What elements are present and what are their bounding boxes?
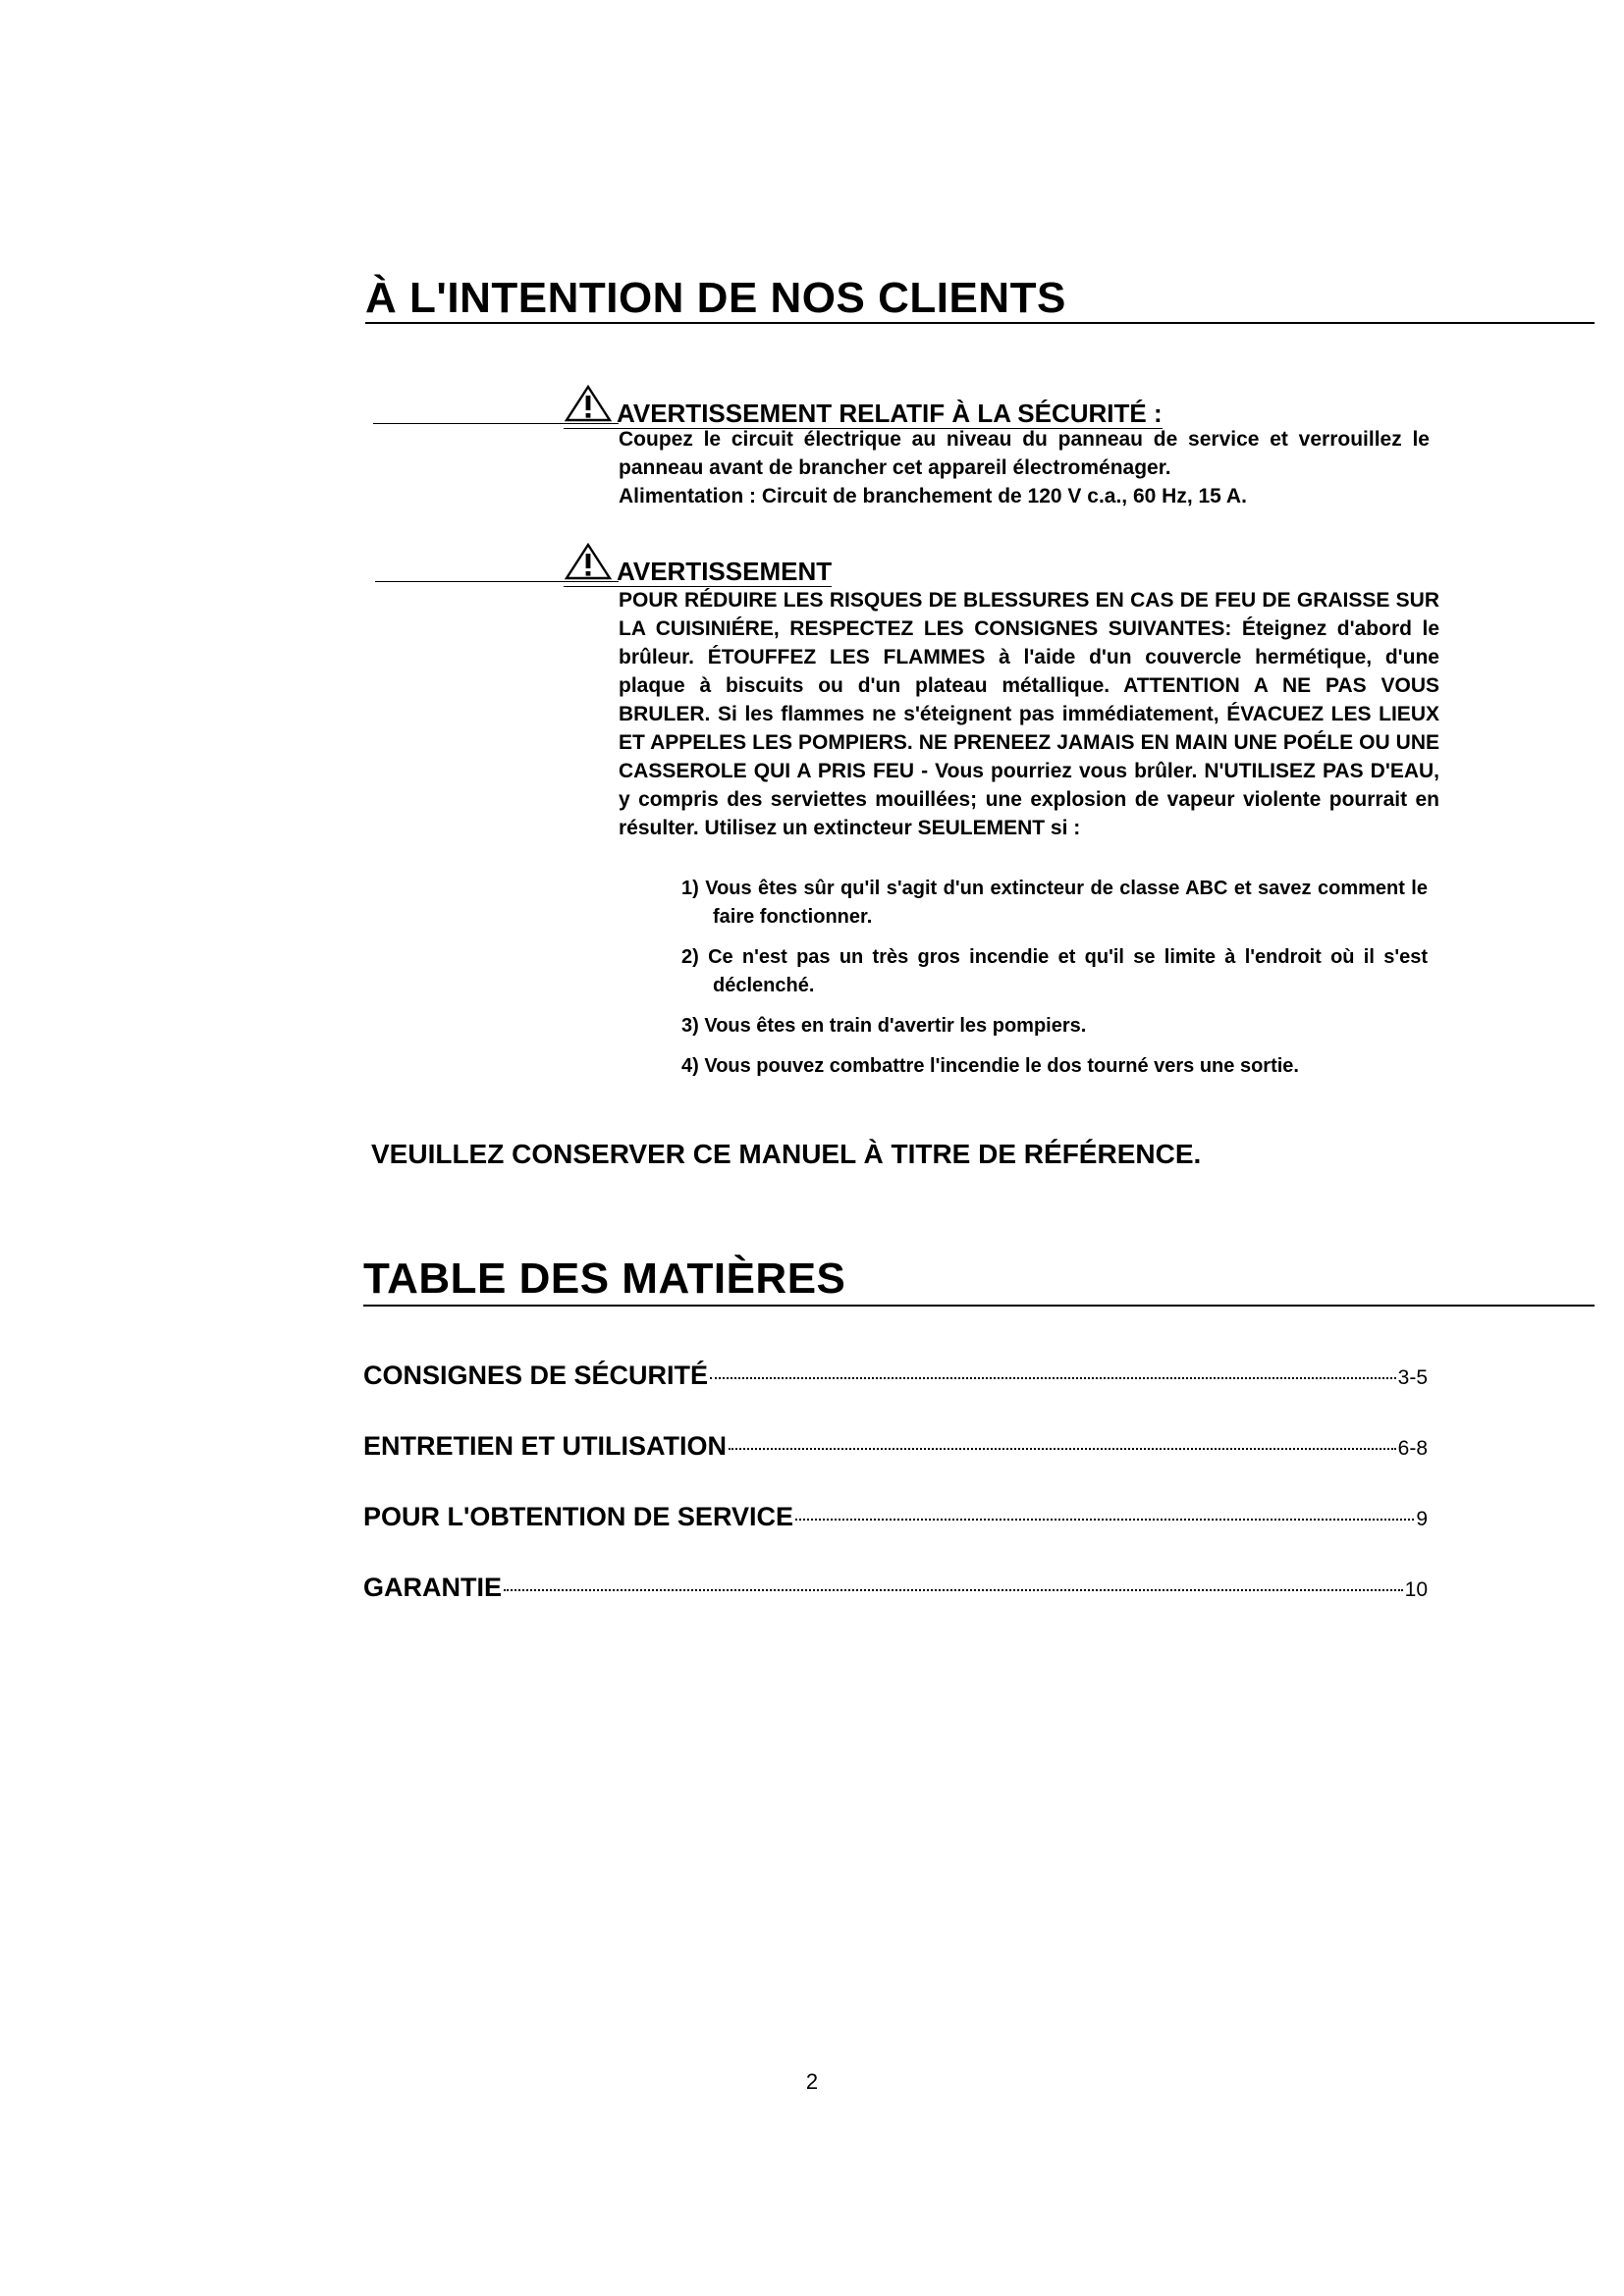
page-number: 2 (805, 2069, 819, 2094)
safety-warning-line: Alimentation : Circuit de branchement de 120 V c.a., 60 Hz, 15 A. (619, 485, 1247, 507)
toc-leader-dots (504, 1589, 1403, 1591)
safety-warning-title: AVERTISSEMENT RELATIF À LA SÉCURITÉ : (617, 399, 1163, 428)
warning-triangle-icon (564, 385, 617, 428)
safety-warning-text (619, 425, 1430, 510)
toc-entry-label: CONSIGNES DE SÉCURITÉ (363, 1361, 709, 1390)
toc-entry-label: POUR L'OBTENTION DE SERVICE (363, 1502, 793, 1531)
toc-title-underline (363, 1305, 1595, 1307)
toc-entry[interactable] (363, 1571, 1428, 1607)
fire-extinguisher-conditions-list (681, 875, 1428, 1081)
list-item: 3) Vous êtes en train d'avertir les pompiers. (681, 1015, 1087, 1037)
toc-entry-pages: 3-5 (1397, 1366, 1428, 1389)
toc-entry-label: GARANTIE (363, 1573, 502, 1602)
section-title-customers: À L'INTENTION DE NOS CLIENTS (365, 274, 1066, 322)
warning-heading (564, 543, 832, 587)
toc-entry-label: ENTRETIEN ET UTILISATION (363, 1431, 727, 1461)
table-of-contents (363, 1359, 1428, 1607)
warning-triangle-icon (564, 543, 617, 586)
list-item: 4) Vous pouvez combattre l'incendie le dos tourné vers une sortie. (681, 1055, 1299, 1077)
toc-title: TABLE DES MATIÈRES (363, 1255, 846, 1303)
toc-leader-dots (729, 1448, 1396, 1450)
safety-warning-heading (564, 385, 1163, 429)
toc-leader-dots (795, 1519, 1414, 1521)
toc-entry-pages: 10 (1404, 1578, 1428, 1601)
warning-body: POUR RÉDUIRE LES RISQUES DE BLESSURES EN CAS DE FEU DE GRAISSE SUR LA CUISINIÉRE, RESPECTEZ LES CONSIGNES SUIVANTES: Éteignez d'abord le brûleur. ÉTOUFFEZ LES FLAMMES à l'aide d'un couvercle hermétique, d'une plaque à biscuits ou d'un plateau métallique. ATTENTION A NE PAS VOUS BRULER. Si les flammes ne s'éteignent pas immédiatement, ÉVACUEZ LES LIEUX ET APPELES LES POMPIERS. NE PRENEEZ JAMAIS EN MAIN UNE POÉLE OU UNE CASSEROLE QUI A PRIS FEU - Vous pourriez vous brûler. N'UTILISEZ PAS D'EAU, y compris des serviettes mouillées; une explosion de vapeur violente pourrait en résulter. Utilisez un extincteur SEULEMENT si : (619, 589, 1439, 839)
toc-entry-pages: 6-8 (1397, 1437, 1428, 1460)
toc-entry[interactable] (363, 1429, 1428, 1466)
toc-entry[interactable] (363, 1500, 1428, 1536)
toc-entry[interactable] (363, 1359, 1428, 1395)
keep-manual-notice: VEUILLEZ CONSERVER CE MANUEL À TITRE DE RÉFÉRENCE. (371, 1139, 1202, 1169)
list-item: 1) Vous êtes sûr qu'il s'agit d'un extincteur de classe ABC et savez comment le faire fonctionner. (681, 878, 1428, 928)
toc-leader-dots (710, 1377, 1396, 1379)
title-underline (365, 322, 1595, 324)
toc-entry-pages: 9 (1416, 1508, 1428, 1530)
list-item: 2) Ce n'est pas un très gros incendie et qu'il se limite à l'endroit où il s'est déclenché. (681, 946, 1428, 996)
warning-title: AVERTISSEMENT (617, 557, 833, 586)
safety-warning-line: Coupez le circuit électrique au niveau du panneau de service et verrouillez le panneau avant de brancher cet appareil électroménager. (619, 428, 1430, 479)
